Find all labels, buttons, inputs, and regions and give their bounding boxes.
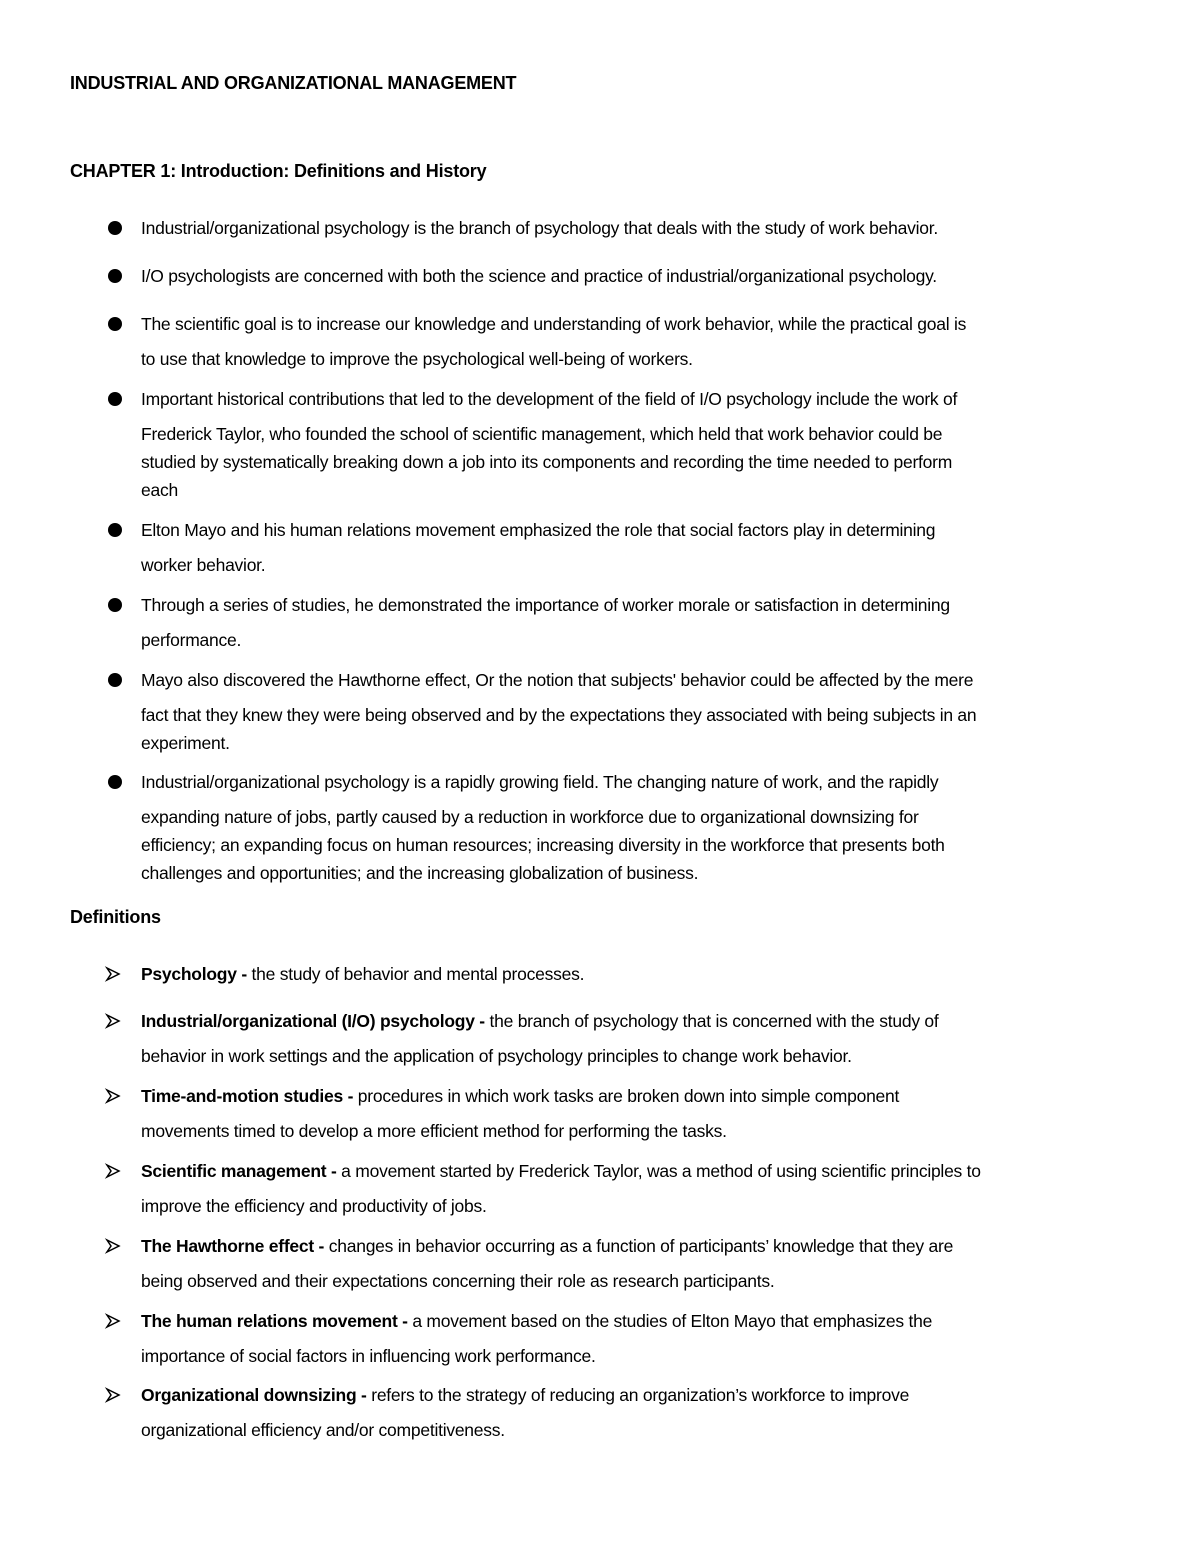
- arrowhead-bullet-icon: [104, 1232, 122, 1260]
- bullet-line: studied by systematically breaking down a job into its components and recording the time needed to perform: [141, 452, 953, 472]
- bullet-dot-icon: [108, 598, 122, 612]
- bullet-line: Industrial/organizational psychology is the branch of psychology that deals with the study of work behavior.: [141, 218, 938, 238]
- bullet-item: [141, 385, 1131, 504]
- definition-line: organizational efficiency and/or competitiveness.: [141, 1420, 505, 1440]
- definition-term: Industrial/organizational (I/O) psychology -: [141, 1011, 485, 1031]
- bullet-dot-icon: [108, 392, 122, 406]
- bullet-item: [141, 768, 1131, 887]
- bullet-line: efficiency; an expanding focus on human resources; increasing diversity in the workforce that presents both: [141, 835, 945, 855]
- definition-text: a movement started by Frederick Taylor, was a method of using scientific principles to: [336, 1161, 981, 1181]
- bullet-line: I/O psychologists are concerned with both the science and practice of industrial/organizational psychology.: [141, 266, 937, 286]
- definition-term: The Hawthorne effect -: [141, 1236, 325, 1256]
- definition-term: Organizational downsizing -: [141, 1385, 367, 1405]
- bullet-line: Elton Mayo and his human relations movement emphasized the role that social factors play in determining: [141, 520, 936, 540]
- definition-text: procedures in which work tasks are broken down into simple component: [353, 1086, 900, 1106]
- definition-text: changes in behavior occurring as a function of participants’ knowledge that they are: [324, 1236, 954, 1256]
- bullet-item: [141, 262, 1131, 290]
- bullet-line: expanding nature of jobs, partly caused by a reduction in workforce due to organizational downsizing for: [141, 807, 919, 827]
- definition-term: Psychology -: [141, 964, 247, 984]
- definition-line: [141, 960, 1131, 988]
- definition-line: [141, 1082, 1131, 1110]
- definition-line: [141, 1007, 1131, 1035]
- definition-item: [141, 1007, 1131, 1070]
- bullet-line: challenges and opportunities; and the increasing globalization of business.: [141, 863, 699, 883]
- definition-line: improve the efficiency and productivity of jobs.: [141, 1196, 487, 1216]
- bullet-line: to use that knowledge to improve the psychological well-being of workers.: [141, 349, 693, 369]
- definition-line: importance of social factors in influencing work performance.: [141, 1346, 596, 1366]
- definition-line: behavior in work settings and the application of psychology principles to change work behavior.: [141, 1046, 852, 1066]
- bullet-item: [141, 591, 1131, 654]
- bullet-line: worker behavior.: [141, 555, 266, 575]
- definition-item: [141, 1381, 1131, 1444]
- bullet-dot-icon: [108, 269, 122, 283]
- definition-item: [141, 1157, 1131, 1220]
- bullet-dot-icon: [108, 673, 122, 687]
- arrowhead-bullet-icon: [104, 960, 122, 988]
- bullet-dot-icon: [108, 523, 122, 537]
- document-title: INDUSTRIAL AND ORGANIZATIONAL MANAGEMENT: [70, 73, 517, 93]
- bullet-line: Important historical contributions that led to the development of the field of I/O psychology include the work of: [141, 389, 958, 409]
- arrowhead-bullet-icon: [104, 1381, 122, 1409]
- bullet-dot-icon: [108, 317, 122, 331]
- definition-line: movements timed to develop a more efficient method for performing the tasks.: [141, 1121, 727, 1141]
- bullet-dot-icon: [108, 221, 122, 235]
- definition-line: [141, 1307, 1131, 1335]
- arrowhead-bullet-icon: [104, 1082, 122, 1110]
- definition-term: Time-and-motion studies -: [141, 1086, 354, 1106]
- definition-item: [141, 1307, 1131, 1370]
- definition-item: [141, 1082, 1131, 1145]
- definition-text: the branch of psychology that is concerned with the study of: [484, 1011, 939, 1031]
- definition-line: [141, 1381, 1131, 1409]
- definition-text: the study of behavior and mental processes.: [246, 964, 585, 984]
- bullet-line: performance.: [141, 630, 242, 650]
- bullet-line: Mayo also discovered the Hawthorne effect, Or the notion that subjects' behavior could be affected by the mere: [141, 670, 974, 690]
- bullet-dot-icon: [108, 775, 122, 789]
- definition-text: refers to the strategy of reducing an organization’s workforce to improve: [366, 1385, 910, 1405]
- definition-text: a movement based on the studies of Elton Mayo that emphasizes the: [407, 1311, 933, 1331]
- definitions-heading: Definitions: [70, 907, 161, 927]
- arrowhead-bullet-icon: [104, 1157, 122, 1185]
- bullet-line: The scientific goal is to increase our knowledge and understanding of work behavior, while the practical goal is: [141, 314, 967, 334]
- bullet-item: [141, 310, 1131, 373]
- definition-item: [141, 960, 1131, 988]
- definition-item: [141, 1232, 1131, 1295]
- bullet-line: fact that they knew they were being observed and by the expectations they associated with being subjects in an: [141, 705, 977, 725]
- bullet-item: [141, 666, 1131, 757]
- bullet-item: [141, 516, 1131, 579]
- bullet-line: each: [141, 480, 178, 500]
- arrowhead-bullet-icon: [104, 1007, 122, 1035]
- bullet-line: Frederick Taylor, who founded the school of scientific management, which held that work behavior could be: [141, 424, 943, 444]
- bullet-line: experiment.: [141, 733, 230, 753]
- definition-term: The human relations movement -: [141, 1311, 408, 1331]
- definition-term: Scientific management -: [141, 1161, 337, 1181]
- chapter-heading: CHAPTER 1: Introduction: Definitions and History: [70, 161, 487, 181]
- definition-line: [141, 1157, 1131, 1185]
- arrowhead-bullet-icon: [104, 1307, 122, 1335]
- definition-line: being observed and their expectations concerning their role as research participants.: [141, 1271, 775, 1291]
- bullet-line: Industrial/organizational psychology is a rapidly growing field. The changing nature of work, and the rapidly: [141, 772, 939, 792]
- bullet-line: Through a series of studies, he demonstrated the importance of worker morale or satisfaction in determining: [141, 595, 950, 615]
- definition-line: [141, 1232, 1131, 1260]
- bullet-item: [141, 214, 1131, 242]
